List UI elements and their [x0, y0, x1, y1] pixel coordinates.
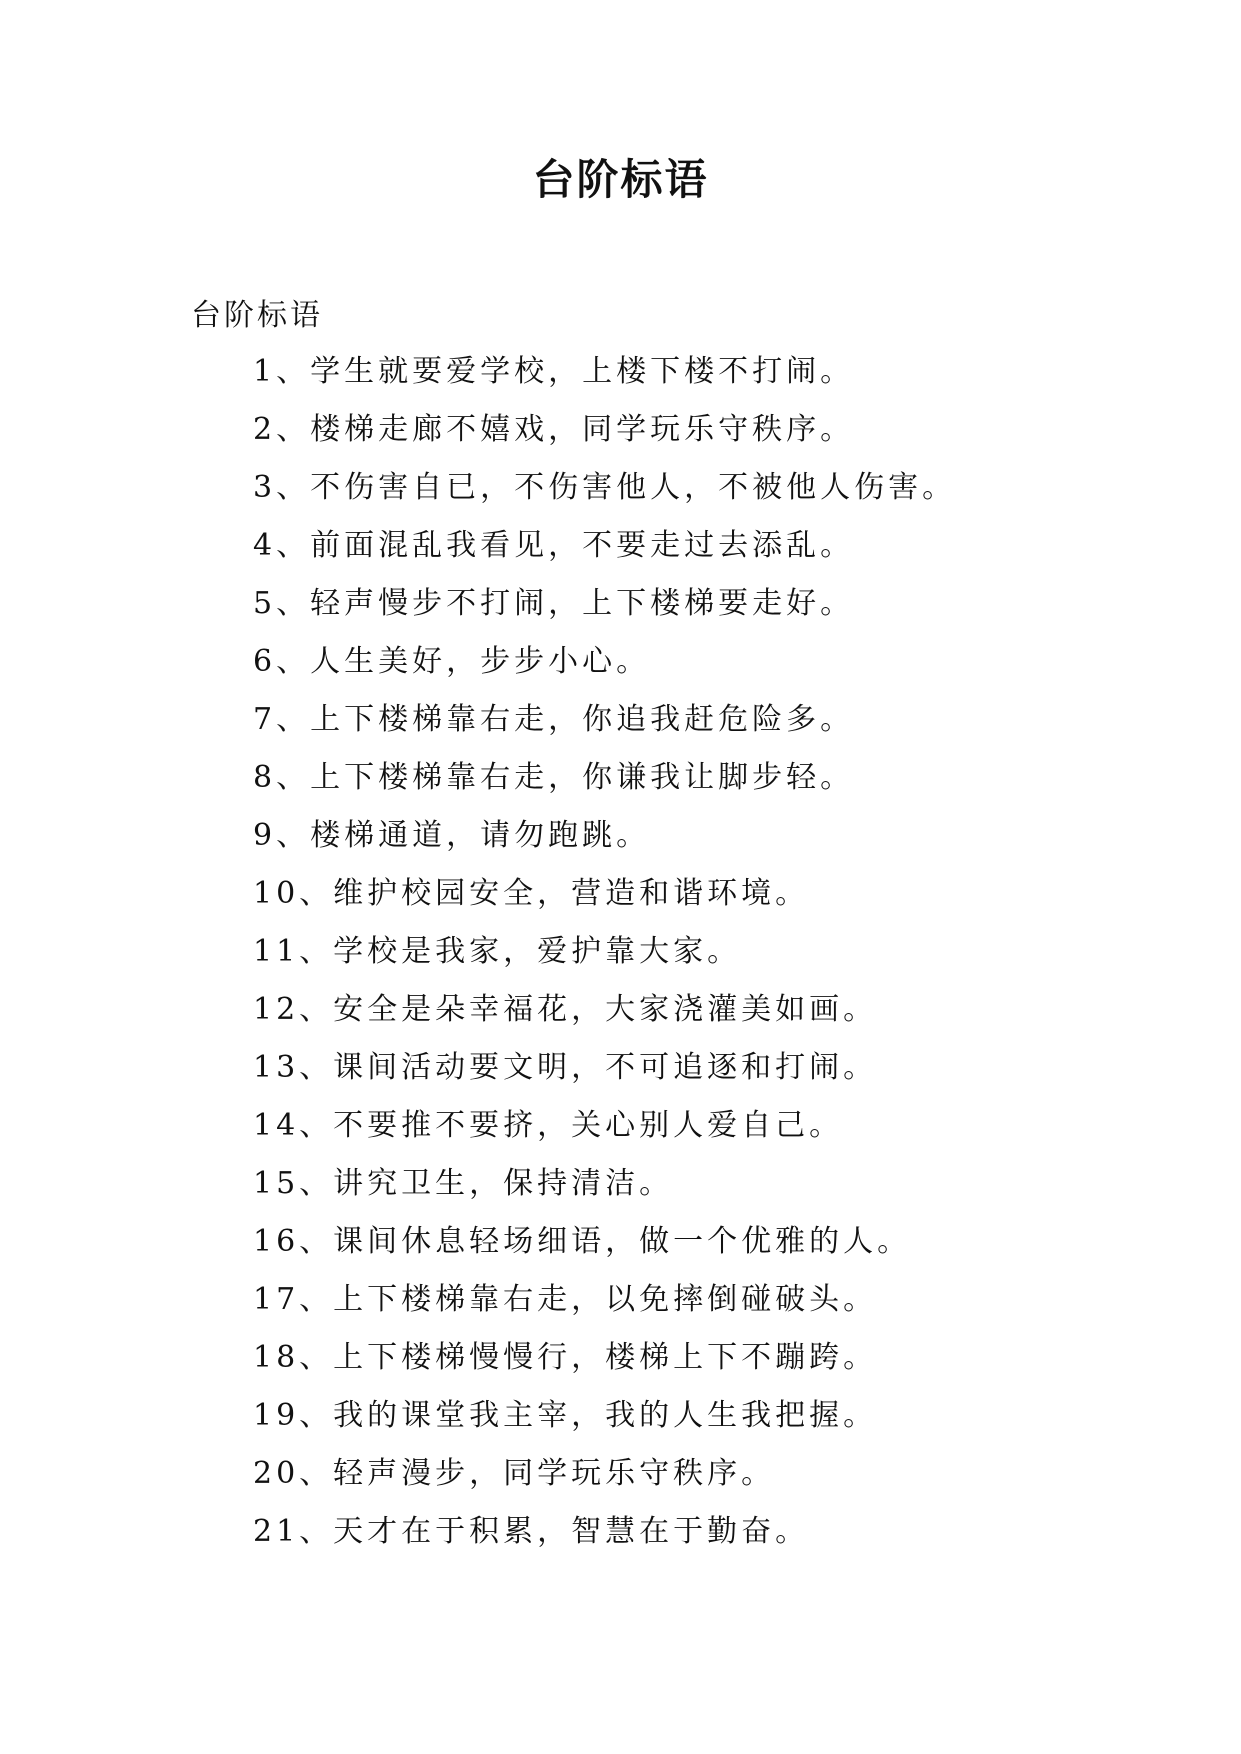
- slogan-item-16: 16、课间休息轻场细语，做一个优雅的人。: [253, 1224, 912, 1259]
- slogan-item-18: 18、上下楼梯慢慢行，楼梯上下不蹦跨。: [253, 1340, 878, 1375]
- slogan-item-11: 11、学校是我家，爱护靠大家。: [253, 934, 742, 969]
- section-subheading: 台阶标语: [191, 298, 323, 333]
- slogan-item-17: 17、上下楼梯靠右走，以免摔倒碰破头。: [253, 1282, 878, 1317]
- slogan-item-9: 9、楼梯通道，请勿跑跳。: [253, 818, 651, 853]
- slogan-item-15: 15、讲究卫生，保持清洁。: [253, 1166, 674, 1201]
- slogan-item-12: 12、安全是朵幸福花，大家浇灌美如画。: [253, 992, 878, 1027]
- slogan-list: [253, 352, 956, 1570]
- document-title: 台阶标语: [532, 155, 709, 204]
- slogan-item-14: 14、不要推不要挤，关心别人爱自己。: [253, 1108, 844, 1143]
- slogan-item-6: 6、人生美好，步步小心。: [253, 644, 651, 679]
- slogan-item-5: 5、轻声慢步不打闹，上下楼梯要走好。: [253, 586, 855, 621]
- slogan-item-4: 4、前面混乱我看见，不要走过去添乱。: [253, 528, 855, 563]
- slogan-item-2: 2、楼梯走廊不嬉戏，同学玩乐守秩序。: [253, 412, 855, 447]
- slogan-item-8: 8、上下楼梯靠右走，你谦我让脚步轻。: [253, 760, 855, 795]
- slogan-item-3: 3、不伤害自已，不伤害他人，不被他人伤害。: [253, 470, 957, 505]
- slogan-item-21: 21、天才在于积累，智慧在于勤奋。: [253, 1514, 810, 1549]
- slogan-item-7: 7、上下楼梯靠右走，你追我赶危险多。: [253, 702, 855, 737]
- slogan-item-10: 10、维护校园安全，营造和谐环境。: [253, 876, 810, 911]
- slogan-item-19: 19、我的课堂我主宰，我的人生我把握。: [253, 1398, 878, 1433]
- slogan-item-13: 13、课间活动要文明，不可追逐和打闹。: [253, 1050, 878, 1085]
- slogan-item-1: 1、学生就要爱学校，上楼下楼不打闹。: [253, 354, 855, 389]
- slogan-item-20: 20、轻声漫步，同学玩乐守秩序。: [253, 1456, 776, 1491]
